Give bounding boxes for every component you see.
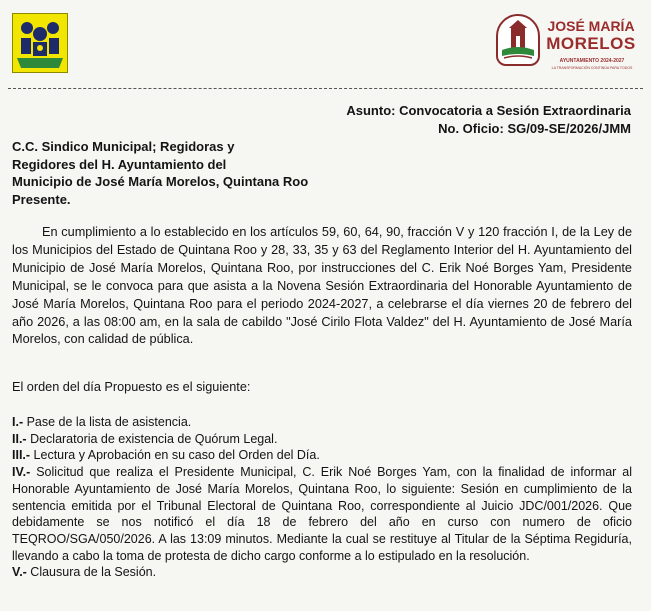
- agenda-item-text: Declaratoria de existencia de Quórum Legal.: [26, 431, 278, 446]
- municipal-logo: [12, 13, 68, 73]
- brand-line-1: JOSÉ MARÍA: [547, 18, 635, 34]
- subject-line: Asunto: Convocatoria a Sesión Extraordinaria: [346, 103, 631, 118]
- addressee-line: Municipio de José María Morelos, Quintana Roo: [12, 174, 309, 189]
- subject-block: [231, 102, 631, 138]
- ayuntamiento-logo: [496, 14, 636, 72]
- agenda-item-number: II.-: [12, 431, 27, 446]
- office-number: No. Oficio: SG/09-SE/2026/JMM: [438, 121, 631, 136]
- municipal-emblem-icon: [13, 14, 67, 72]
- brand-line-2: MORELOS: [546, 34, 636, 53]
- agenda-item-number: V.-: [12, 565, 27, 580]
- agenda-item: [12, 564, 632, 581]
- agenda-item-number: III.-: [12, 448, 31, 463]
- agenda-item-number: I.-: [12, 415, 24, 429]
- addressee-line: Presente.: [12, 191, 71, 207]
- agenda-item: [12, 414, 632, 431]
- agenda-item-text: Lectura y Aprobación en su caso del Orden del Día.: [30, 448, 320, 463]
- agenda-item-text: Clausura de la Sesión.: [26, 565, 157, 580]
- agenda-intro: El orden del día Propuesto es el siguiente:: [12, 380, 251, 394]
- addressee-block: [12, 138, 352, 208]
- agenda-item: [12, 447, 632, 464]
- header-divider: [8, 88, 643, 90]
- agenda-item-text: Solicitud que realiza el Presidente Municipal, C. Erik Noé Borges Yam, con la finalidad de informar al Honorable Ayuntamiento de José María Morelos, Quintana Roo, lo siguiente: Sesión en cumplimiento de la sentencia emitida por el Tribunal Electoral de Quintana Roo, correspondiente al Juicio JDC/001/2026. Que debidamente se nos notificó el día 18 de febrero del año en curso con numero de oficio TEQROO/SGA/050/2026. A las 13:09 minutos. Mediante la cual se restituye al Titular de la Séptima Regiduría, llevando a cabo la toma de protesta de dicho cargo conforme a lo estipulado en la resolución.: [12, 465, 632, 563]
- agenda-list: [12, 414, 632, 581]
- addressee-line: C.C. Sindico Municipal; Regidoras y: [12, 139, 235, 154]
- brand-name: [546, 18, 636, 52]
- addressee-line: Regidores del H. Ayuntamiento del: [12, 156, 227, 172]
- agenda-item: [12, 464, 632, 564]
- body-paragraph: En cumplimiento a lo establecido en los artículos 59, 60, 64, 90, fracción V y 120 fracción I, de la Ley de los Municipios del Estado de Quintana Roo y 28, 33, 35 y 63 del Reglamento Interior del H. Ayuntamiento del Municipio de José María Morelos, Quintana Roo, por instrucciones del C. Erik Noé Borges Yam, Presidente Municipal, se le convoca para que asista a la Novena Sesión Extraordinaria del Honorable Ayuntamiento de José María Morelos, Quintana Roo para el periodo 2024-2027, a celebrarse el día viernes 20 de febrero del año 2026, a las 08:00 am, en la sala de cabildo "José Cirilo Flota Valdez" del H. Ayuntamiento de José María Morelos, con calidad de pública.: [12, 225, 632, 347]
- brand-subtitle: AYUNTAMIENTO 2024-2027: [559, 58, 625, 64]
- agenda-item-number: IV.-: [12, 465, 31, 480]
- agenda-item-text: Pase de la lista de asistencia.: [23, 415, 192, 429]
- church-seal-icon: [496, 14, 540, 66]
- brand-tagline: LA TRANSFORMACIÓN CONTINÚA PARA TODOS: [551, 66, 633, 70]
- agenda-item: [12, 431, 632, 448]
